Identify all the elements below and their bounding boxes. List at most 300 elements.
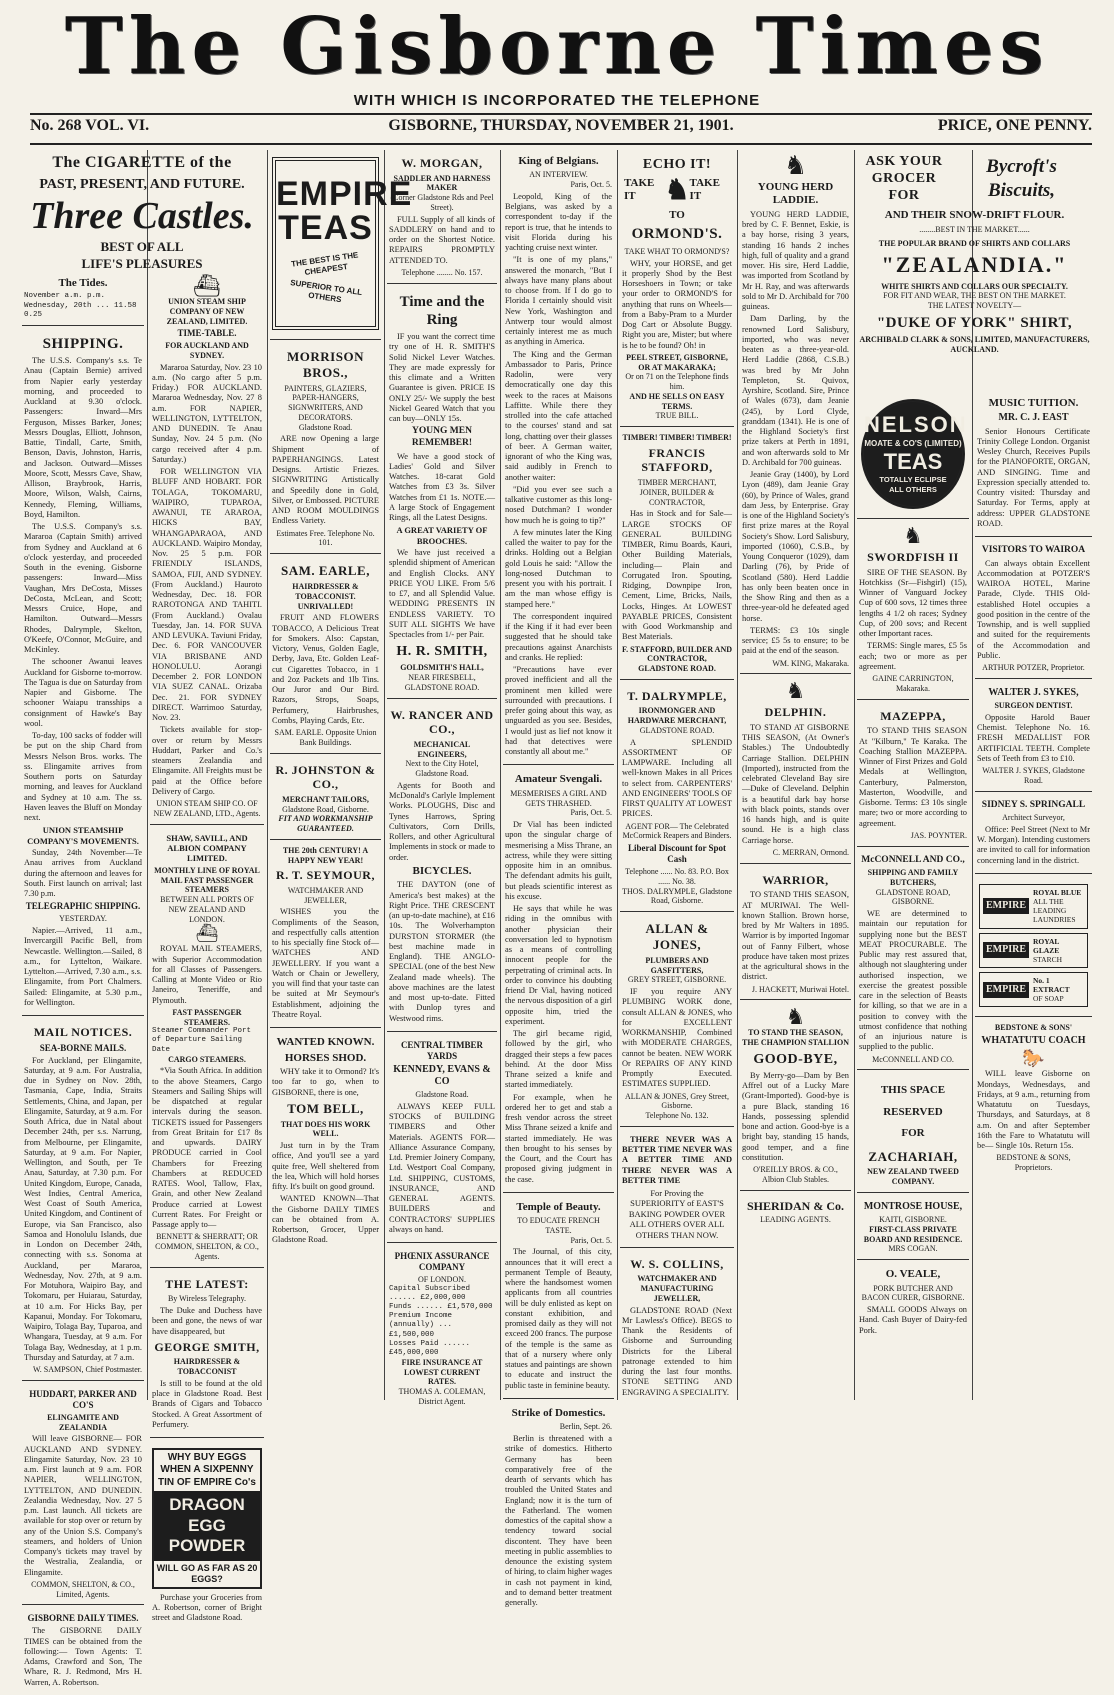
ask-grocer: ASK YOUR GROCER FOR — [865, 154, 943, 204]
svengali-heading: Amateur Svengali. — [514, 773, 603, 786]
sheridan-sub: LEADING AGENTS. — [760, 1215, 831, 1225]
swordfish-heading: SWORDFISH II — [867, 550, 959, 564]
mazeppa-ad — [857, 703, 969, 847]
column-1 — [22, 272, 144, 1687]
bycroft-heading: Bycroft's Biscuits, — [986, 156, 1057, 201]
allan-text: IF you require ANY PLUMBING WORK done, consult ALLAN & JONES, who for EXCELLENT WORKMANSHIP, Combined with MODERATE CHARGES, cannot be beaten. NEW WORK Or REPAIRS OF ANY KIND Promptly Executed. ESTIMATES SUPPLIED. — [622, 987, 732, 1089]
mazeppa-sign: JAS. POYNTER. — [910, 830, 967, 840]
shipping-news — [22, 329, 144, 1016]
collins-heading: W. S. COLLINS, — [630, 1256, 724, 1271]
johnston-location: Gladstone Road, Gisborne. — [282, 804, 369, 814]
dateline-bar — [30, 117, 1092, 139]
tides-heading: The Tides. — [58, 277, 108, 289]
collins-trade: WATCHMAKER AND MANUFACTURING JEWELLER, — [637, 1274, 717, 1303]
wanted-heading: WANTED KNOWN. — [276, 1036, 375, 1049]
sykes-sign: WALTER J. SYKES, Gladstone Road. — [982, 766, 1085, 785]
sam-earle-ad — [270, 557, 381, 753]
column-7 — [740, 150, 851, 1400]
timetable-text: Tickets available for stop-over or return by Messrs Huddart, Parker and Co.'s steamers Zealandia and Elingamite. All Freights must be paid at the Office before Delivery of Cargo. — [152, 725, 262, 796]
music-heading: MUSIC TUITION. — [988, 397, 1079, 409]
nelson-heading: NELSON — [864, 412, 968, 437]
seymour-text: WISHES you the Compliments of the Season, and respectfully calls attention to his specially fine Stock of— WATCHES AND JEWELLERY. If you want a Watch or Chain or Jewellery, you will find that your taste can be suited at Mr Seymour's Establishment, adjoining the Theatre Royal. — [272, 907, 379, 1019]
laddie-text: Jeanie Gray (1400), by Lord Lyon (489), dam Jeanie Gray (60), by Prince of Wales, grand dam Jess, by Enterprise. Gray is one of the Highland Society's first prize mares at the Royal Society's Show. Lord Salisbury, imported (1060), C.S.B., by Young Conqueror (1029), dam Darling (76), by Pride of Scotland (580). Herd Laddie has only been beaten once in the Show Ring and then as a three-year-old he defeated aged horse. — [742, 470, 849, 623]
column-divider — [737, 150, 738, 1400]
phoenix-ad — [387, 1246, 497, 1412]
latest-text: The Duke and Duchess have been and gone, the news of war have disappeared, but — [152, 1306, 262, 1336]
king-heading: King of Belgians. — [518, 155, 599, 167]
phoenix-premium: Premium Income (annually) ... £1,500,000 — [389, 1312, 453, 1339]
royal-blue-box — [979, 884, 1088, 929]
sykes-heading: WALTER J. SYKES, — [988, 686, 1079, 698]
shipping-heading: SHIPPING. — [42, 335, 124, 352]
george-smith-ad — [150, 1271, 264, 1439]
phoenix-heading: PHŒNIX ASSURANCE COMPANY — [394, 1251, 490, 1273]
morrison-heading: MORRISON BROS., — [287, 349, 364, 380]
visitors-text: Can always obtain Excellent Accommodation at POTZER'S WAIROA HOTEL, Marine Parade, Clyde. THIS Old-established Hotel occupies a good position in the centre of the Township, and is well supplied and suited for the requirements of the Accommodation and Public. — [977, 558, 1090, 660]
timetable-heading: TIME-TABLE. — [177, 328, 237, 339]
king-place: Paris, Oct. 5. — [570, 180, 612, 190]
three-castles-brand: Three Castles. — [30, 194, 254, 237]
sw-table-header: Steamer Commander Port of Departure Sailing Date — [152, 1027, 252, 1054]
collins-text: GLADSTONE ROAD (Next Mr Lawless's Office). BEGS to Thank the Residents of Gisborne and Surrounding Districts for the Liberal patronage extended to him during the last four months. STONE SETTING AND ENGRAVING A SPECIALITY. — [622, 1305, 732, 1397]
ormond-heading: ORMOND'S. — [631, 226, 723, 243]
dalrymple-location: GLADSTONE ROAD. — [639, 725, 715, 735]
mail-text: For Auckland, per Elingamite, Saturday, at 9 a.m. For Australia, due in Sydney on Nov. 28th, Tasmania, Cape, India, Straits Settlements, China, and Japan, per Elingamite, Saturday, at 9 a.m. For South Africa, due in Natal about December 24th, per s.s. Narrung, from Melbourne, per Elingamite, Saturday, at 9 a.m. For Napier, Wellington, and South, per Te Anau, Saturday, at 7.30 p.m. For United Kingdom, Europe, Canada, West Indies, Central America, West Coast of South America, United Kingdom, and Continent of Europe, via San Francisco, also Samoa and Honolulu Islands, due in London on December 24th, connecting with s.s. Sonoma at Auckland, per Mararoa, Wednesday, Nov. 27th, at 9 a.m. For Motuhora, Waipiro Bay, and Tokomaru, per Huiarau, Saturday, at 10 a.m. For Hicks Bay, per Kapanui, Monday. For Tokomaru, Waipiro, Tolaga Bay, Tuparoa, and Whangara, Tuesday, at 9 a.m. For Tolaga Bay, Wednesday, at 1 p.m. Thursday and Saturday, at 7 a.m. — [24, 1055, 142, 1362]
laddie-text: Dam Darling, by the renowned Lord Salisbury, imported, who was never beaten as a three-year-old. Herd Laddie (2868, C.S.B.) was bred by Mr John Templeton, St. Quivox, Ayrshire, Scotland. Sire, Prince of Wales (673), dam Jeanie (245), by Lord Clyde, granddam (1341). He is one of the Highland Society's first prize takers at Perth in 1891, and won afterwards sold to Mr D. Archibald for 700 guineas. — [742, 314, 849, 467]
stafford-sign: F. STAFFORD, BUILDER AND CONTRACTOR, GLADSTONE ROAD. — [622, 644, 733, 674]
article-paragraph: The correspondent inquired if the King if it had ever been suggested that he should take precautions against Anarchists and cranks. He replied: — [505, 611, 612, 662]
johnston-ad — [270, 757, 381, 840]
rancer-heading: W. RANCER AND CO., — [390, 707, 494, 737]
three-castles-ad — [22, 150, 262, 270]
article-paragraph: He says that while he was riding in the omnibus with another physician their conversation led to hypnotism as a means of controlling innocent people for the perpetrating of criminal acts. In order to convince his doubting friend Dr Vial, having noticed the nervous disposition of a girl opposite him, tried the experiment. — [505, 904, 612, 1026]
visitors-heading: VISITORS TO WAIROA — [981, 545, 1086, 556]
time-ring-heading: Time and the Ring — [399, 293, 485, 328]
masthead-rule-bottom — [30, 143, 1092, 145]
bicycles-text: THE DAYTON (one of America's best makes) at the Right Price. THE CRESCENT (an up-to-date machine), at £16 10s. The Wolverhampton DURSTON STORMER (the best machine made in England). THE ANGLO-SPECIAL (one of the best New Zealand made wheels). The above machines are the latest and most up-to-date. Fitted with Dunlop tyres and Westwood rims. — [389, 880, 495, 1023]
coach-icon: 🐎 — [1022, 1048, 1045, 1069]
morrison-bros-ad — [270, 343, 381, 554]
earle-sign: SAM. EARLE. Opposite Union Bank Buildings. — [274, 728, 377, 747]
mcc-heading: McCONNELL AND CO., — [861, 854, 965, 865]
empire-label: EMPIRE — [983, 982, 1029, 998]
sea-mails-heading: SEA-BORNE MAILS. — [39, 1042, 127, 1053]
steamship-icon: ⛴ — [193, 273, 221, 298]
liberal-discount: Liberal Discount for Spot Cash — [627, 843, 727, 865]
dalrymple-heading: T. DALRYMPLE, — [627, 688, 727, 703]
smith-trade: GOLDSMITH'S HALL, — [400, 663, 484, 673]
take-it-left: TAKE IT — [624, 177, 655, 203]
kennedy-location: Gladstone Road. — [415, 1090, 469, 1100]
shaw-savill-ad — [150, 828, 264, 1268]
mail-signature: W. SAMPSON, Chief Postmaster. — [32, 1365, 142, 1375]
bycroft-ad — [857, 150, 1092, 232]
egg-powder-ad — [150, 1441, 264, 1630]
empire-label: EMPIRE — [983, 898, 1029, 914]
article-paragraph: For example, when he ordered her to get and stab a fresh vendor across the street Miss Thrane seized a knife and started immediately. He was then brought to his senses by the Court, and the Court has proposed giving judgment in the case. — [505, 1092, 612, 1184]
article-paragraph: "Did you ever see such a talkative customer as this long-nosed Dutchman? I wonder how much he is going to tip?" — [505, 484, 612, 525]
whatatutu-coach-ad — [975, 1020, 1092, 1177]
east-music-ad — [975, 392, 1092, 537]
reserved-line-3: FOR — [901, 1127, 925, 1140]
stafford-heading: FRANCIS STAFFORD, — [641, 445, 713, 475]
johnston-heading: R. JOHNSTON & CO., — [275, 762, 376, 792]
royal-glaze-text — [1033, 937, 1084, 964]
stafford-top: TIMBER! TIMBER! TIMBER! — [622, 433, 732, 443]
column-divider — [147, 150, 148, 1400]
temple-sub: TO EDUCATE FRENCH TASTE. — [517, 1216, 600, 1235]
to-label: TO — [669, 209, 685, 222]
delphin-text: TO STAND AT GISBORNE THIS SEASON, (At Owner's Stables.) The Undoubtedly Carriage Stallion. DELPHIN (Imported), instructed from the celebrated Cleveland Bay sire—Duke of Cleveland. Delphin is a beautiful dark bay horse with black points, stands over 16 hands high, and is quite sound. He is a high class Carriage horse. — [742, 722, 849, 845]
morrison-trade: PAINTERS, GLAZIERS, PAPER-HANGERS, SIGNWRITERS, AND DECORATORS. — [284, 383, 367, 422]
gs-name: GEORGE SMITH, — [154, 1339, 260, 1354]
issue-number: No. 268 VOL. VI. — [30, 117, 150, 134]
article-paragraph: The King and the German Ambassador to Paris, Prince Radolin, were very democratically one day this week to the races at Maisons Laffitte. While there they strolled into the cafe attached to the courses' stand and sat long, chatting over their glasses of beer. A German waiter, ignorant of who the King was, said audibly in French to another waiter: — [505, 349, 612, 482]
warrior-sign: J. HACKETT, Muriwai Hotel. — [751, 984, 849, 994]
gs-text: Is still to be found at the old place in Gladstone Road. Best Brands of Cigars and Tobacco Stocked. A Great Assortment of Perfumery. — [152, 1378, 262, 1429]
column-9 — [975, 392, 1092, 1400]
liberal-telephone: Telephone ...... No. 83. P.O. Box ...... No. 38. — [625, 867, 729, 886]
stafford-ad — [620, 430, 734, 680]
hp-heading: HUDDART, PARKER AND CO'S — [29, 1388, 137, 1410]
sykes-ad — [975, 682, 1092, 792]
east-heading: MR. C. J. EAST — [998, 412, 1069, 424]
earle-text: FRUIT AND FLOWERS TOBACCO, A Delicious Treat for Smokers. Also: Capstan, Victory, Venus, Golden Eagle, Derby, Java, Etc. Golden Leaf-cut Cigarettes Tobacco, in 1 and 2oz Packets and 1lb Tins. Our Juror and Our Bird. Razors, Strops, Soaps, Perfumery, Hairbrushes, Combs, Playing Cards, Etc. — [272, 613, 379, 725]
whatatutu-heading: WHATATUTU COACH — [981, 1035, 1086, 1047]
swordfish-text: SIRE OF THE SEASON. By Hotchkiss (Sr—Fishgirl) (15), Winner of Vanguard Jockey Cup of 600 sovs, 12 times three lengths 4 1/2 oh races; Sydney Cup, of 200 sovs; and Recent other Important races. — [859, 567, 967, 639]
take-it-right: TAKE IT — [689, 177, 720, 203]
nelson-badge — [861, 399, 968, 509]
zachariah-sub: NEW ZEALAND TWEED COMPANY. — [867, 1167, 959, 1187]
sykes-text: Opposite Harold Bauer Chemist. Telephone No. 16. FRESH MEDALLIST FOR ARTIFICIAL TEETH. Complete Sets of Teeth from £3 to £10. — [977, 712, 1090, 763]
column-divider — [617, 150, 618, 1400]
timber-heading: CENTRAL TIMBER YARDS — [400, 1039, 484, 1061]
mcc-trade: SHIPPING AND FAMILY BUTCHERS, — [867, 868, 959, 887]
bell-sub: THAT DOES HIS WORK WELL. — [280, 1119, 371, 1139]
morgan-text: FULL Supply of all kinds of SADDLERY on hand and to order on the Shortest Notice. REPAIRS PROMPTLY ATTENDED TO. — [389, 214, 495, 265]
bell-text: Just turn in by the Tram office, And you'll see a yard quite free, Well sheltered from the lea, Which will hold horses fifty. It's built on good ground. — [272, 1141, 379, 1192]
column-8 — [857, 392, 969, 1400]
montrose-location: KAITI, GISBORNE. — [879, 1215, 947, 1225]
usc-timetable-ad — [150, 272, 264, 825]
smith-heading: H. R. SMITH, — [396, 644, 488, 660]
empire-label: EMPIRE — [983, 942, 1029, 958]
article-paragraph: Leopold, King of the Belgians, was asked by a correspondent to-day if the report is true, that he intends to visit Florida during his yachting cruise next winter. — [505, 191, 612, 253]
sheridan-heading: SHERIDAN & Co. — [746, 1198, 844, 1213]
cig-top: The CIGARETTE of the — [52, 154, 232, 171]
column-2 — [150, 272, 264, 1623]
column-6 — [620, 150, 734, 1400]
extract-heading: No. 1 EXTRACT — [1033, 975, 1070, 995]
tom-bell-ad — [270, 1031, 381, 1252]
phoenix-losses: Losses Paid ...... £45,000,000 — [389, 1339, 471, 1357]
springall-ad — [975, 795, 1092, 874]
horse-icon: ♞ — [785, 1004, 806, 1030]
delphin-ad — [740, 677, 851, 863]
timetable-text: Mararoa Saturday, Nov. 23 10 a.m. (No cargo after 5 p.m. Friday.) FOR AUCKLAND. Mararoa Wednesday, Nov. 27 8 a.m. FOR NAPIER, WELLINGTON, LYTTELTON, AND DUNEDIN. Te Anau Sunday, Nov. 24 5 p.m. (No cargo received after 4 p.m. Saturday.) — [152, 362, 262, 464]
whatatutu-text: WILL leave Gisborne on Mondays, Wednesdays, and Fridays, at 9 a.m., returning from Whatatutu on Tuesdays, Thursdays, and Saturdays, at 8 a.m. On and after September 16th the Fare to Whatatutu will be— Single 10s. Return 15s. — [977, 1069, 1090, 1151]
column-divider — [854, 150, 855, 1400]
timetable-sub: FOR AUCKLAND AND SYDNEY. — [165, 341, 249, 360]
masthead-title: The Gisborne Times — [64, 1, 1050, 92]
usc-top: UNION STEAM SHIP COMPANY OF NEW ZEALAND, LIMITED. — [166, 297, 248, 326]
nelson-teas: TEAS — [883, 448, 943, 474]
daily-times-ad — [22, 1608, 144, 1694]
extract-soap-text — [1033, 976, 1084, 1003]
sw-fast-heading: FAST PASSENGER STEAMERS. — [172, 1007, 242, 1027]
svengali-sub: MESMERISES A GIRL AND GETS THRASHED. — [510, 788, 607, 808]
svengali-article — [503, 768, 614, 1192]
veale-trade: PORK BUTCHER AND BACON CURER, GISBORNE. — [861, 1283, 965, 1303]
easts-baking-ad — [620, 1130, 734, 1248]
veale-heading: O. VEALE, — [885, 1268, 941, 1281]
swordfish-ad — [857, 522, 969, 700]
sw-sub: MONTHLY LINE OF ROYAL MAIL FAST PASSENGER STEAMERS — [154, 865, 260, 895]
column-4 — [387, 150, 497, 1406]
allan-telephone: Telephone No. 132. — [645, 1111, 709, 1121]
mcc-sign: McCONNELL AND CO. — [872, 1054, 954, 1064]
nelson-sub: MOATE & CO'S (LIMITED) — [864, 438, 962, 448]
phoenix-funds: Funds ...... £1,570,000 — [389, 1303, 493, 1312]
svengali-place: Paris, Oct. 5. — [570, 808, 612, 818]
gs-trade: HAIRDRESSER & TOBACCONIST — [173, 1357, 241, 1377]
strike-place: Berlin, Sept. 26. — [559, 1422, 612, 1432]
tides-row: Wednesday, 20th ... 11.58 0.25 — [24, 301, 137, 319]
timetable-text: FOR WELLINGTON VIA BLUFF AND HOBART. FOR TOLAGA, TOKOMARU, WAIPIRO, TUPAROA, AWANUI, TE ARAROA, HICKS BAY, WHANGAPARAOA, AND AUCKLAND. Waipiro Monday, Nov. 25 5 p.m. FOR FRIENDLY ISLANDS, SAMOA, FIJI, AND SYDNEY. (From Auckland.) Hauroto Wednesday, Dec. 18. FOR RAROTONGA AND TAHITI. (From Auckland.) Ovalau Tuesday, Jan. 14. FOR SUVA AND LEVUKA. Taviuni Friday, Dec. 6. FOR VANCOUVER VIA BRISBANE AND HONOLULU. Aorangi December 2. FOR LONDON VIA SUEZ CANAL. Orizaba Dec. 21. FOR SYDNEY DIRECT. Warrimoo Saturday, Nov. 23. — [152, 467, 262, 723]
zealandia-top: THE POPULAR BRAND OF SHIRTS AND COLLARS — [878, 239, 1071, 248]
bicycles-heading: BICYCLES. — [412, 864, 472, 877]
reserved-line-2: RESERVED — [883, 1105, 943, 1118]
eggs-top: WHY BUY EGGS WHEN A SIXPENNY TIN OF EMPIRE Co's — [158, 1452, 256, 1488]
rancer-trade: MECHANICAL ENGINEERS, — [413, 739, 471, 759]
stafford-trade: TIMBER MERCHANT, JOINER, BUILDER & CONTRACTOR, — [637, 478, 717, 507]
morrison-location: Gladstone Road. — [298, 422, 353, 432]
seymour-ad — [270, 843, 381, 1028]
young-men-text: We have a good stock of Ladies' Gold and Silver Watches. 18-carat Gold Watches from £3 3s. Silver Watches from £1 1s. NOTE.—A large Stock of Engagement Rings, all the Latest Designs. — [389, 451, 495, 523]
sw-heading: SHAW, SAVILL, AND ALBION COMPANY LIMITED. — [166, 832, 248, 864]
nelson-eclipse: TOTALLY ECLIPSE ALL OTHERS — [879, 475, 947, 494]
phoenix-sub: OF LONDON. — [418, 1275, 466, 1285]
empire-teas-side: THE BEST IS THE CHEAPEST — [290, 250, 359, 277]
laddie-heading: YOUNG HERD LADDIE. — [757, 181, 834, 207]
empire-teas-ad — [270, 150, 413, 340]
horse-icon: ♞ — [903, 523, 923, 548]
temple-beauty-article — [503, 1196, 614, 1399]
veale-ad — [857, 1263, 969, 1343]
allan-heading: ALLAN & JONES, — [645, 921, 709, 952]
empire-teas-title: EMPIRE TEAS — [276, 175, 413, 247]
veale-text: SMALL GOODS Always on Hand. Cash Buyer of Dairy-fed Pork. — [859, 1305, 967, 1335]
timetable-agent: UNION STEAM SHIP CO. OF NEW ZEALAND, LTD., Agents. — [153, 799, 261, 818]
royal-glaze-heading: ROYAL GLAZE — [1033, 936, 1060, 955]
temple-heading: Temple of Beauty. — [516, 1200, 601, 1213]
horse-icon: ♞ — [783, 151, 808, 180]
seymour-heading: R. T. SEYMOUR, — [276, 868, 375, 883]
bell-heading: TOM BELL, — [287, 1100, 364, 1116]
king-belgians-article — [503, 150, 614, 765]
zealandia-heading: "ZEALANDIA." — [881, 251, 1068, 277]
doy-top: THE LATEST NOVELTY— — [927, 301, 1022, 311]
earle-trade: HAIRDRESSER & TOBACCONIST. — [292, 582, 359, 601]
tides-columns: November a.m. p.m. — [24, 292, 106, 301]
sw-text: *Via South Africa. In addition to the above Steamers, Cargo Steamers and Sailing Ships will be dispatched at regular intervals during the season. TICKETS issued for Passengers from Great Britain for £17 8s and upwards. DAIRY PRODUCE carried in Cool Chambers for Freezing Chambers at REDUCED RATES. Wool, Tallow, Flax, Grain, and other New Zealand Produce carried at Lowest Current Rates. For Freight or Passage apply to— — [152, 1066, 262, 1230]
horses-text: WHY take it to Ormond? It's too far to go, when to GISBORNE, there is one, — [272, 1067, 379, 1097]
royal-blue-text — [1033, 888, 1084, 925]
warrior-ad — [740, 867, 851, 1001]
royal-blue-heading: ROYAL BLUE — [1033, 887, 1082, 897]
good-bye-ad — [740, 1003, 851, 1190]
column-divider — [267, 150, 268, 1400]
kennedy-evans-ad — [387, 1035, 497, 1243]
article-paragraph: "It is one of my plans," answered the monarch, "But I always have many plans about to choose from. If I do go to Florida I certainly should visit New York, Washington and Antwerp tour would almost certainly interest me as much as anything in America. — [505, 255, 612, 347]
bedstone-sign: BEDSTONE & SONS, Proprietors. — [996, 1153, 1071, 1173]
smith-location: NEAR FIRESBELL, GLADSTONE ROAD. — [404, 673, 480, 692]
liberal-sign: THOS. DALRYMPLE, Gladstone Road, Gisborne. — [622, 886, 732, 906]
article-paragraph: Dr Vial has been indicted upon the singular charge of mesmerising a Miss Thrane, an actress, while they were sitting opposite him in an omnibus. The defendant admits his guilt, but pleads scientific interest as his excuse. — [505, 820, 612, 901]
gb-heading: TO STAND THE SEASON, THE CHAMPION STALLION — [742, 1028, 849, 1048]
snow-drift: AND THEIR SNOW-DRIFT FLOUR. — [884, 209, 1065, 222]
laddie-text: YOUNG HERD LADDIE, bred by C. F. Bennet, Eskie, is a bay horse, rising 3 years, standing 16 hands 2 inches high, full of quality and a grand mover. His sire, Herd Laddie, was imported from Scotland by Mr H. Ray, and was afterwards sold to Mr D. Archibald for 700 guineas. — [742, 209, 849, 312]
ormonds-ad — [620, 150, 734, 427]
empire-teas-superior: SUPERIOR TO ALL OTHERS — [289, 277, 363, 304]
mcc-text: WE are determined to maintain our reputation for supplying none but the BEST MEAT PROCURABLE. The Public may rest assured that, although not slaughtering under authorised inspection, we exercise the greatest possible care in the selection of Beasts for killing, so that we are in a position to convey with the utmost confidence that nothing of an injurious nature is supplied to the public. — [859, 909, 967, 1052]
reserved-space-ad — [857, 1073, 969, 1193]
century-greeting: THE 20th CENTURY! A HAPPY NEW YEAR! — [282, 845, 369, 865]
easts-text: THERE NEVER WAS A BETTER TIME NEVER WAS A BETTER TIME AND THERE NEVER WAS A BETTER TIME — [622, 1134, 732, 1185]
eggs-brand: DRAGON EGG POWDER — [154, 1491, 260, 1561]
eggs-bottom: WILL GO AS FAR AS 20 EGGS? — [156, 1562, 258, 1584]
take-it-row — [624, 177, 730, 205]
rancer-location: Next to the City Hotel, Gladstone Road. — [405, 759, 479, 779]
wanted-text: WANTED KNOWN—That the Gisborne DAILY TIMES can be obtained from A. Robertson, Grocer, Upper Gladstone Road. — [272, 1194, 379, 1245]
morrison-text: ARE now Opening a large Shipment of PAPERHANGINGS. Latest Designs. Artistic Friezes. SIGNWRITING Artistically and Speedily done in Gold, Silver, or Embossed. PICTURE AND ROOM MOULDINGS Endless Variety. — [272, 434, 379, 526]
egg-powder-box — [152, 1448, 262, 1589]
date-location: GISBORNE, THURSDAY, NOVEMBER 21, 1901. — [388, 117, 734, 134]
brooches-text: We have just received a splendid shipment of American and English Clocks. ANY PRICE YOU LIKE. From 5/6 to £7, and all Splendid Value. WEDDING PRESENTS IN ENDLESS VARIETY. TO SUIT ALL SIGHTS We have Spectacles from 1/- per Pair. — [389, 548, 495, 640]
masthead-rule-top — [30, 113, 1092, 115]
horses-heading: HORSES SHOD. — [284, 1051, 367, 1064]
time-ring-text: IF you want the correct time try one of H. R. SMITH'S Solid Nickel Lever Watches. They are made expressly for this climate and a Written Guarantee is given. PRICE IS ONLY 25/- We supply the best Nickel Geared Watch that you can buy—ONLY 15s. — [389, 332, 495, 424]
dalrymple-ad — [620, 683, 734, 912]
allan-sign: ALLAN & JONES, Grey Street, Gisborne. — [625, 1091, 729, 1111]
hp-text: Will leave GISBORNE— FOR AUCKLAND AND SYDNEY. Elingamite Saturday, Nov. 23 10 a.m. First launch at 9 a.m. FOR NAPIER, WELLINGTON, LYTTELTON, AND DUNEDIN. Zealandia Wednesday, Nov. 27 5 p.m. Last launch. All tickets are available for stop over or return by any of the Union S.S. Company's steamers, and holders of Union Company's tickets may travel by the Westralia, Zealandia, or Elingamite. — [24, 1434, 142, 1577]
morgan-trade: SADDLER AND HARNESS MAKER — [393, 173, 491, 193]
echo-heading: ECHO IT! — [642, 157, 712, 172]
sw-agent: BENNETT & SHERRATT; OR COMMON, SHELTON, & CO., Agents. — [155, 1232, 259, 1261]
young-men-heading: YOUNG MEN REMEMBER! — [411, 426, 473, 449]
extract-soap-box — [979, 972, 1088, 1007]
east-text: Senior Honours Certificate Trinity College London. Organist Wesley Church, Receives Pupils for the PIANOFORTE, ORGAN, AND SINGING. Time and Expression specially attended to. Country visited: Thursday and Saturday. For Terms, apply at address: UPPER GLADSTONE ROAD. — [977, 426, 1090, 528]
springall-trade: Architect Surveyor, — [1002, 813, 1065, 823]
cig-best: BEST OF ALL — [100, 238, 184, 254]
phoenix-capital: Capital Subscribed ...... £2,000,000 — [389, 1284, 471, 1302]
johnston-trade: MERCHANT TAILORS, — [282, 794, 369, 804]
nelson-teas-ad — [857, 392, 969, 519]
column-divider — [500, 150, 501, 1400]
ormond-text: WHY, your HORSE, and get it properly Shod by the Best Horseshoers in Town; or take your order to ORMOND'S for anything that runs on Wheels—from a Baby-Pram to a Murder Dog Cart or Absolute Buggy. Right you are, Mister; but where is he to be found? Oh! in — [622, 258, 732, 350]
latest-heading: THE LATEST: — [165, 1276, 249, 1291]
shipping-paragraph: To-day, 100 sacks of fodder will be put on the ship Chard from Messrs Nelson Bros. works. The ss. Elingamite arrives from Southern ports on Saturday morning, and leaves for Auckland and Sydney at 10 a.m. The ss. Haven leaves the Bluff on Monday next. — [24, 731, 142, 823]
zealandia-fit: FOR FIT AND WEAR, THE BEST ON THE MARKET. — [883, 291, 1066, 301]
gb-name: GOOD-BYE, — [753, 1051, 838, 1067]
gdt-text: The GISBORNE DAILY TIMES can be obtained from the following:— Town Agents: T. Adams, Crawford and Son, The Whare, R. J. Redmond, Mrs H. Warren, A. Robertson. — [24, 1626, 142, 1687]
dalrymple-agent: AGENT FOR— The Celebrated McCormick Reapers and Binders. — [622, 821, 732, 841]
shipping-paragraph: The U.S.S. Company's s.s. Te Anau (Captain Bernie) arrived from Napier early yesterday morning, and proceeded to Auckland at 9.30 o'clock. Passengers: Inward—Mrs Ferguson, Misses Barker, Jones; Messrs Douglas, Elliott, Johnson, Battie, Tindall, Carte, Smith, Benson, Davis, Johnston, Harris, and Jackson. Outward—Misses Moore, Scott, Messrs Cave, Shaw, Allison, Braybrook, Harris, Moore, Wilson, Walsh, Cairns, Kennedy, Fleming, Williams, Boyd, Hamilton. — [24, 356, 142, 519]
hp-ships: ELINGAMITE AND ZEALANDIA — [47, 1412, 119, 1432]
johnston-tagline: FIT AND WORKMANSHIP GUARANTEED. — [278, 814, 373, 834]
mail-heading: MAIL NOTICES. — [33, 1025, 133, 1040]
wairoa-ad — [975, 540, 1092, 679]
eggs-foot: Purchase your Groceries from A. Robertson, corner of Bright street and Gladstone Road. — [152, 1592, 262, 1623]
hr-smith-ad — [387, 287, 497, 699]
delphin-heading: DELPHIN. — [764, 705, 827, 720]
doy-heading: "DUKE OF YORK" SHIRT, — [876, 314, 1073, 331]
brooches-heading: A GREAT VARIETY OF BROOCHES. — [396, 525, 488, 546]
column-3 — [270, 150, 413, 1400]
price: PRICE, ONE PENNY. — [937, 117, 1092, 134]
article-paragraph: The Journal, of this city, announces that it will erect a permanent Temple of Beauty, where the handsomest women applicants from all countries will be duly enlisted as kept on constant exhibition, and promised daily as they will not exceed 200 francs. The purpose of the temple is the same as that of a nursery where only statues and paintings are shown to educate and instruct the public taste in feminine beauty. — [505, 1247, 612, 1390]
empire-teas-badge — [272, 157, 413, 330]
mazeppa-text: TO STAND THIS SEASON At "Kilburn," Te Karaka. The Coaching Stallion MAZEPPA. Winner of First Prizes and Gold Medals at Wellington, Canterbury, Palmerston, Masterton, Woodville, and Gisborne. Terms: £3 10s single mare; two or more according to agreement. — [859, 726, 967, 828]
horse-icon: ♞ — [785, 678, 806, 704]
reserved-line-1: THIS SPACE — [880, 1084, 946, 1097]
royal-glaze-box — [979, 933, 1088, 968]
montrose-ad — [857, 1196, 969, 1260]
stafford-text: Has in Stock and for Sale— LARGE STOCKS OF GENERAL BUILDING TIMBER, Rimu Boards, Kauri, Other Building Materials, including— Plain and Corrugated Iron. Spouting, Ridging, Downpipe Iron, Cement, Lime, Bricks, Nails, Locks, Hinges. At LOWEST PAYABLE PRICES, Consistent with Good Workmanship and Best Materials. — [622, 509, 732, 642]
morgan-heading: W. MORGAN, — [401, 156, 483, 170]
empire-laundry-ad — [975, 877, 1092, 1017]
telegraphic-text: Napier.—Arrived, 11 a.m., Invercargill Pacific Bell, from Newcastle. Wellington.—Sailed, 8 a.m., for Lyttelton, Waikare. Lyttelton.—Arrived, 7.30 a.m., s.s. Elingamite, from Port Chalmers. Sailed: Elingamite, at 5.30 p.m., for Wellington. — [24, 926, 142, 1007]
tides-box — [22, 272, 144, 326]
ormond-question: TAKE WHAT TO ORMOND'S? — [624, 246, 730, 256]
horse-icon: ♞ — [664, 175, 690, 207]
allan-location: GREY STREET, GISBORNE. — [627, 975, 727, 985]
huddart-parker-ad — [22, 1384, 144, 1605]
dalrymple-text: A SPLENDID ASSORTMENT OF LAMPWARE. Including all well-known Makes in all Prices to select from. CARPENTERS' AND ENGINEERS' TOOLS OF FIRST QUALITY AT LOWEST PRICES. — [622, 737, 732, 819]
king-sub: AN INTERVIEW. — [529, 170, 588, 180]
kennedy-heading: KENNEDY, EVANS & CO — [393, 1063, 491, 1087]
temple-place: Paris, Oct. 5. — [570, 1235, 612, 1245]
article-paragraph: "Precautions have ever proved inefficient and all the prominent men killed were surrounded with precautions. I prefer going about this way, as unguarded as you see. Besides, I would just as lief not know it had that detectives were constantly all about me." — [505, 665, 612, 757]
bedstone-heading: BEDSTONE & SONS' — [994, 1023, 1073, 1033]
gb-text: By Merry-go—Dam by Ben Affrel out of a Lucky Mare (Grant-Imported). Good-bye is a pure Black, standing 16 Hands, possessing splendid bone and action. Good-bye is a bright bay, standing 15 hands, good temper, and a fine constitution. — [742, 1070, 849, 1162]
royal-glaze-sub: STARCH — [1033, 954, 1062, 964]
morgan-telephone: Telephone ........ No. 157. — [401, 267, 483, 277]
usc-movements-heading: UNION STEAMSHIP COMPANY'S MOVEMENTS. — [27, 825, 139, 846]
swordfish-terms: TERMS: Single mares, £5 5s each; two or more as per agreement. — [859, 641, 967, 671]
article-paragraph: The girl became rigid, followed by the girl, who dragged their steps a few paces behind. At the door Miss Thrane seized a knife and started immediately. — [505, 1029, 612, 1090]
phoenix-fire: FIRE INSURANCE AT LOWEST CURRENT RATES. — [401, 1357, 483, 1387]
strike-heading: Strike of Domestics. — [511, 1406, 606, 1419]
column-divider — [384, 150, 385, 1400]
doy-maker: ARCHIBALD CLARK & SONS, LIMITED, MANUFACTURERS, AUCKLAND. — [859, 335, 1090, 354]
phoenix-sign: THOMAS A. COLEMAN, District Agent. — [398, 1387, 486, 1406]
gb-sign: O'REILLY BROS. & CO., Albion Club Stables. — [753, 1165, 838, 1184]
mail-notices — [22, 1019, 144, 1381]
montrose-heading: MONTROSE HOUSE, — [863, 1200, 963, 1212]
mazeppa-heading: MAZEPPA, — [880, 708, 946, 723]
sw-between: BETWEEN ALL PORTS OF NEW ZEALAND AND LONDON. — [160, 895, 254, 924]
zealandia-sub: WHITE SHIRTS AND COLLARS OUR SPECIALTY. — [881, 281, 1068, 291]
montrose-sign: MRS COGAN. — [888, 1244, 938, 1254]
ormond-location: PEEL STREET, GISBORNE, OR AT MAKARAKA; — [626, 352, 728, 372]
springall-text: Office: Peel Street (Next to Mr W. Morgan). Intending customers are invited to call for information concerning land in the district. — [977, 824, 1090, 865]
young-herd-laddie-ad — [740, 150, 851, 674]
easts-sub: For Proving the SUPERIORITY of EAST'S BAKING POWDER OVER ALL OTHERS OVER ALL OTHERS THAN NOW. — [628, 1188, 726, 1240]
warrior-heading: WARRIOR, — [762, 872, 829, 887]
dalrymple-trade: IRONMONGER AND HARDWARE MERCHANT, — [627, 706, 727, 726]
montrose-text: FIRST-CLASS PRIVATE BOARD AND RESIDENCE. — [863, 1224, 963, 1244]
